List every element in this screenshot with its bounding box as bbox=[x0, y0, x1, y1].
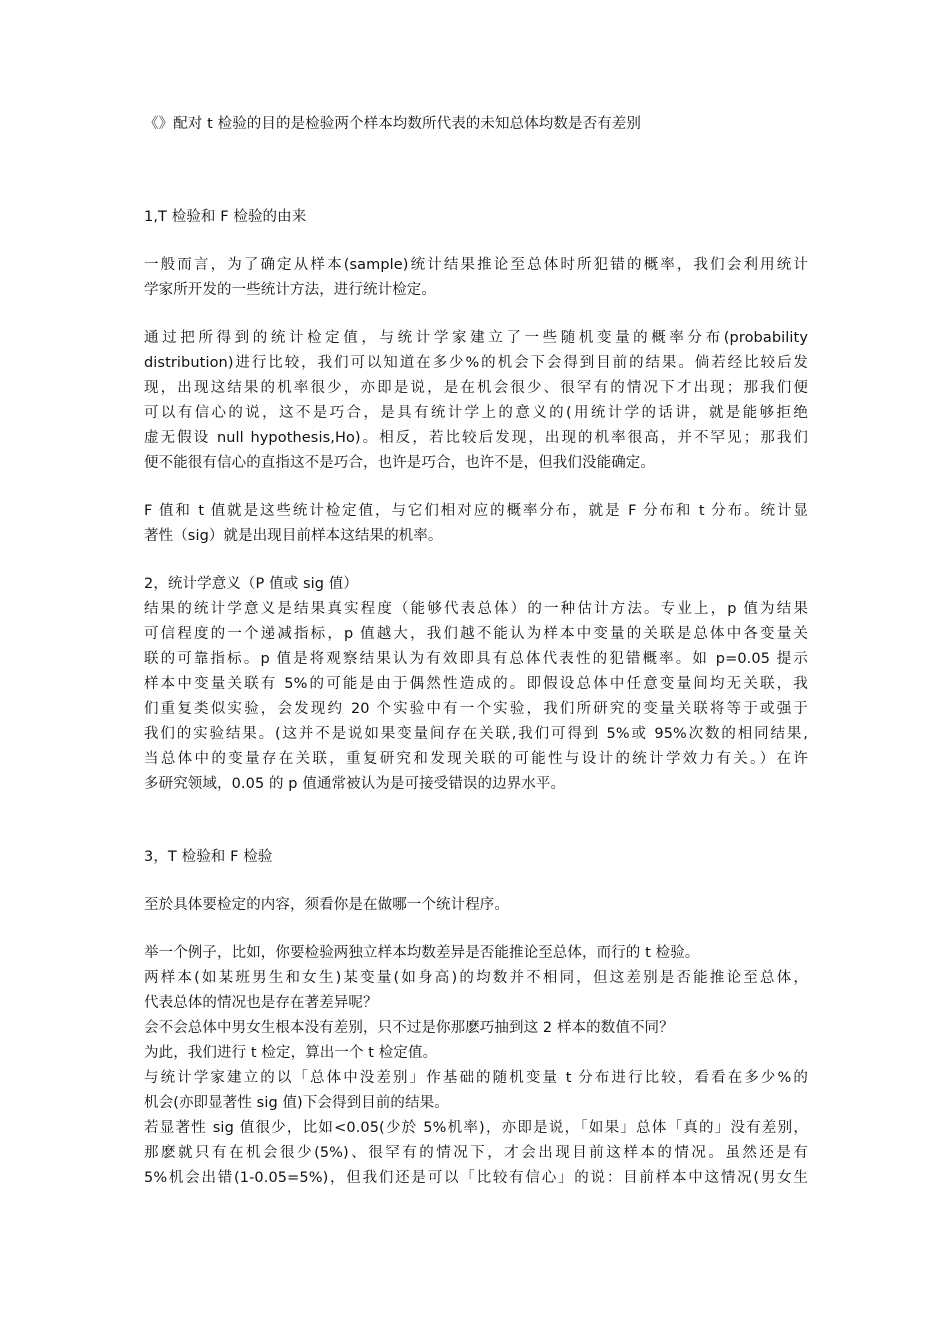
document-page bbox=[144, 112, 808, 1191]
text-line: 现，出现这结果的机率很少，亦即是说，是在机会很少、很罕有的情况下才出现；那我们便 bbox=[144, 380, 808, 396]
section-1-paragraph-1 bbox=[144, 253, 808, 303]
text-line: 样本中变量关联有 5%的可能是由于偶然性造成的。即假设总体中任意变量间均无关联，我 bbox=[144, 676, 808, 692]
text-line: 机会(亦即显著性 sig 值)下会得到目前的结果。 bbox=[144, 1095, 449, 1111]
text-line: 会不会总体中男女生根本没有差别，只不过是你那麽巧抽到这 2 样本的数值不同？ bbox=[144, 1020, 674, 1036]
text-line: 5%机会出错(1-0.05=5%)，但我们还是可以「比较有信心」的说：目前样本中这情况(男女生 bbox=[144, 1170, 808, 1186]
text-line: 们重复类似实验，会发现约 20 个实验中有一个实验，我们所研究的变量关联将等于或强于 bbox=[144, 701, 808, 717]
text-line: 结果的统计学意义是结果真实程度（能够代表总体）的一种估计方法。专业上，p 值为结果 bbox=[144, 601, 808, 617]
text-line: 与统计学家建立的以「总体中没差别」作基础的随机变量 t 分布进行比较，看看在多少%的 bbox=[144, 1070, 808, 1086]
text-line: F 值和 t 值就是这些统计检定值，与它们相对应的概率分布，就是 F 分布和 t 分布。统计显 bbox=[144, 503, 808, 519]
section-2-paragraph-1 bbox=[144, 597, 808, 797]
section-1-paragraph-2 bbox=[144, 326, 808, 476]
text-line: 一般而言，为了确定从样本(sample)统计结果推论至总体时所犯错的概率，我们会利用统计 bbox=[144, 257, 808, 273]
section-2-heading: 2，统计学意义（P 值或 sig 值） bbox=[144, 576, 358, 592]
text-line: 两样本(如某班男生和女生)某变量(如身高)的均数并不相同，但这差别是否能推论至总体， bbox=[144, 970, 808, 986]
text-line: 著性（sig）就是出现目前样本这结果的机率。 bbox=[144, 528, 443, 544]
text-line: 我们的实验结果。(这并不是说如果变量间存在关联,我们可得到 5%或 95%次数的相同结果, bbox=[144, 726, 808, 742]
text-line: 可以有信心的说，这不是巧合，是具有统计学上的意义的(用统计学的话讲，就是能够拒绝 bbox=[144, 405, 808, 421]
text-line: 至於具体要检定的内容，须看你是在做哪一个统计程序。 bbox=[144, 897, 509, 913]
section-3-paragraph-1 bbox=[144, 893, 808, 918]
text-line: 多研究领域，0.05 的 p 值通常被认为是可接受错误的边界水平。 bbox=[144, 776, 566, 792]
text-line: 当总体中的变量存在关联，重复研究和发现关联的可能性与设计的统计学效力有关。）在许 bbox=[144, 751, 808, 767]
text-line: distribution)进行比较，我们可以知道在多少%的机会下会得到目前的结果。倘若经比较后发 bbox=[144, 355, 808, 371]
section-3-paragraph-2 bbox=[144, 941, 808, 1191]
text-line: 学家所开发的一些统计方法，进行统计检定。 bbox=[144, 282, 436, 298]
text-line: 可信程度的一个递减指标，p 值越大，我们越不能认为样本中变量的关联是总体中各变量关 bbox=[144, 626, 808, 642]
text-line: 代表总体的情况也是存在著差异呢？ bbox=[144, 995, 378, 1011]
text-line: 联的可靠指标。p 值是将观察结果认为有效即具有总体代表性的犯错概率。如 p=0.05 提示 bbox=[144, 651, 808, 667]
text-line: 为此，我们进行 t 检定，算出一个 t 检定值。 bbox=[144, 1045, 438, 1061]
text-line: 那麽就只有在机会很少(5%)、很罕有的情况下，才会出现目前这样本的情况。虽然还是有 bbox=[144, 1145, 808, 1161]
text-line: 便不能很有信心的直指这不是巧合，也许是巧合，也许不是，但我们没能确定。 bbox=[144, 455, 655, 471]
section-1-paragraph-3 bbox=[144, 499, 808, 549]
text-line: 若显著性 sig 值很少，比如<0.05(少於 5%机率)，亦即是说，「如果」总体「真的」没有差别， bbox=[144, 1120, 808, 1136]
text-line: 举一个例子，比如，你要检验两独立样本均数差异是否能推论至总体，而行的 t 检验。 bbox=[144, 945, 700, 961]
section-1-heading: 1,T 检验和 F 检验的由来 bbox=[144, 209, 307, 225]
text-line: 通过把所得到的统计检定值，与统计学家建立了一些随机变量的概率分布(probability bbox=[144, 330, 808, 346]
text-line: 虚无假设 null hypothesis,Ho)。相反，若比较后发现，出现的机率很高，并不罕见；那我们 bbox=[144, 430, 808, 446]
document-title: 《》配对 t 检验的目的是检验两个样本均数所代表的未知总体均数是否有差别 bbox=[144, 116, 642, 132]
section-3-heading: 3，T 检验和 F 检验 bbox=[144, 849, 273, 865]
